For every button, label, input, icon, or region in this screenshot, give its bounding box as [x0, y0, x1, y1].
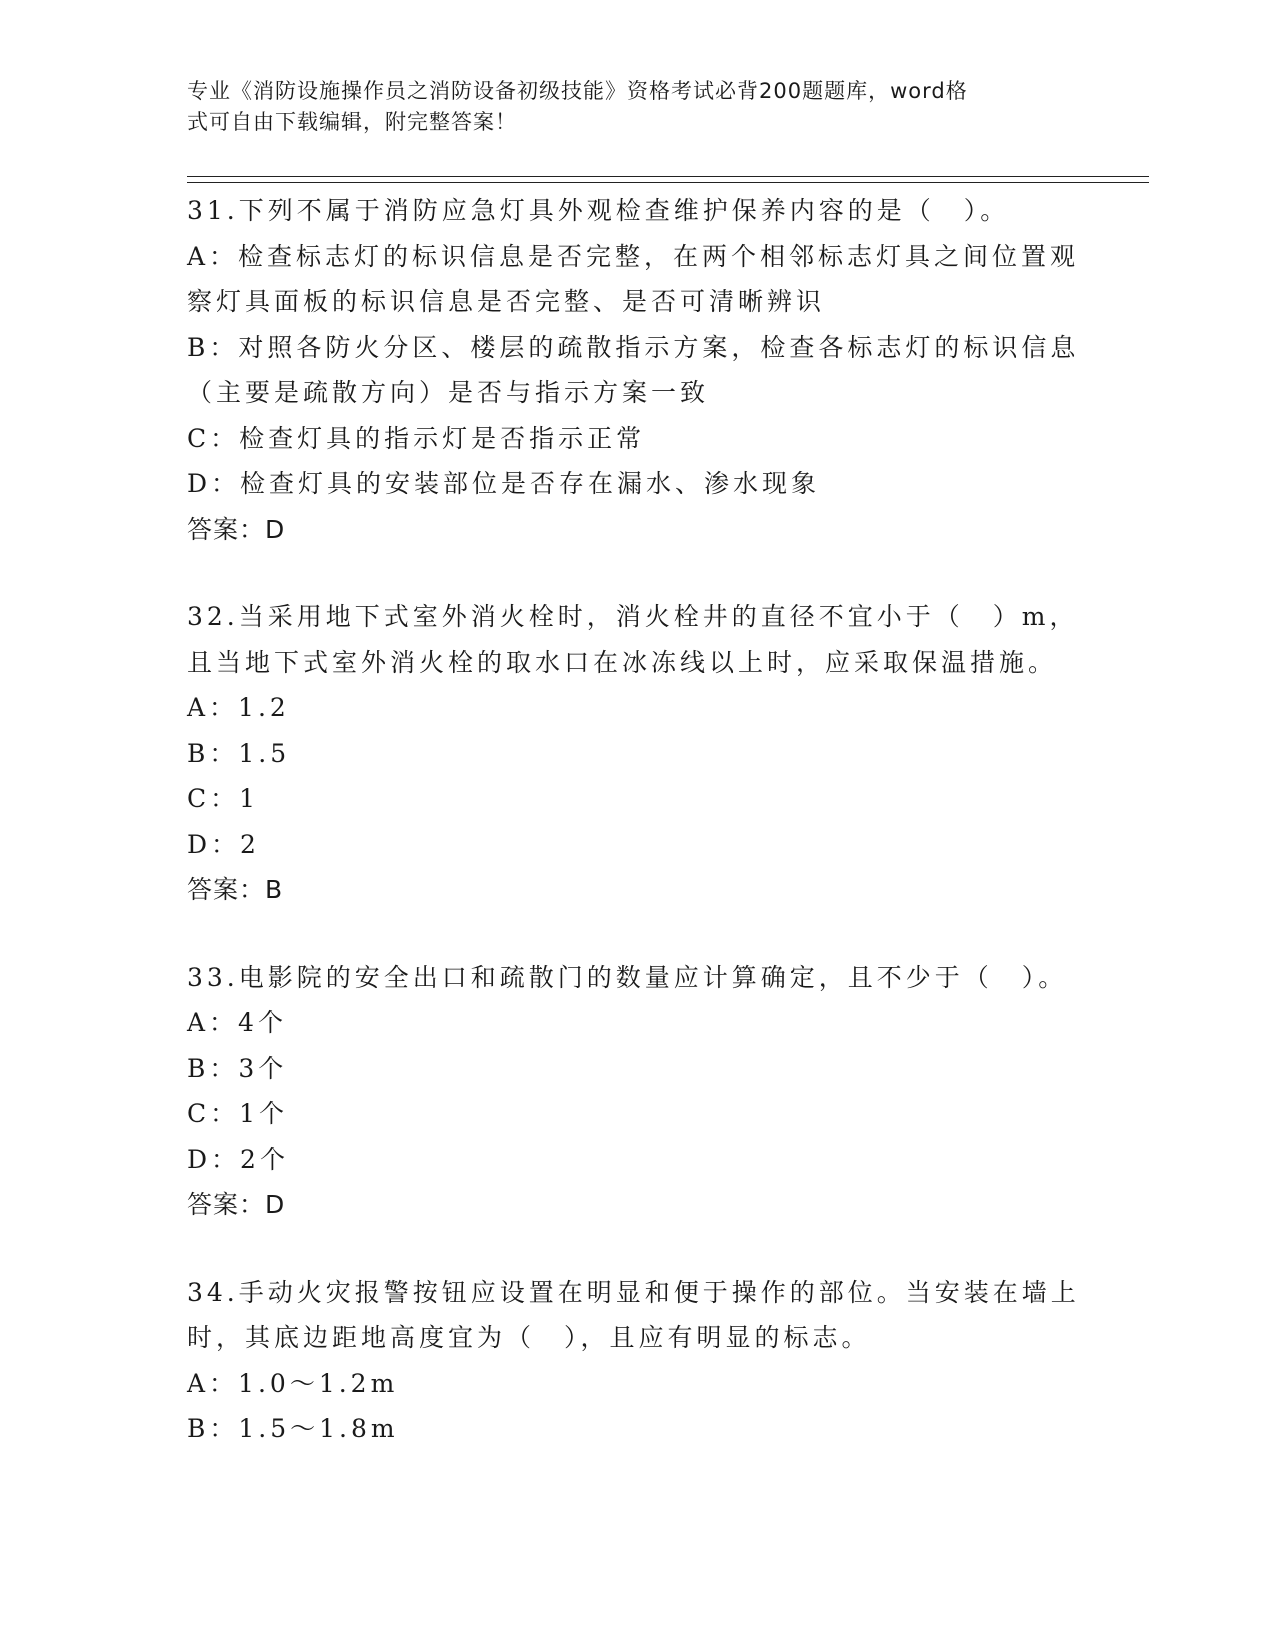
answer-label: 答案：D — [187, 514, 286, 544]
option-d: D：检查灯具的安装部位是否存在漏水、渗水现象 — [187, 469, 821, 498]
option-c: C：1 — [187, 784, 260, 813]
question-32 — [187, 594, 1087, 913]
header-line-1: 专业《消防设施操作员之消防设备初级技能》资格考试必背200题题库，word格 — [187, 79, 968, 103]
header-divider-bottom — [187, 182, 1149, 183]
option-b-continued: （主要是疏散方向）是否与指示方案一致 — [187, 378, 710, 407]
header-line-2: 式可自由下载编辑，附完整答案！ — [187, 110, 517, 134]
question-stem-continued: 且当地下式室外消火栓的取水口在冰冻线以上时，应采取保温措施。 — [187, 647, 1058, 677]
question-stem: 32.当采用地下式室外消火栓时，消火栓井的直径不宜小于（ ）m， — [187, 602, 1079, 631]
question-stem-continued: 时，其底边距地高度宜为（ ），且应有明显的标志。 — [187, 1323, 871, 1352]
option-a: A：1.0～1.2m — [187, 1368, 399, 1398]
header-divider-top — [187, 176, 1149, 177]
option-a: A：1.2 — [187, 693, 290, 722]
document-header — [187, 76, 1067, 138]
option-c: C：1个 — [187, 1099, 289, 1128]
option-a-continued: 察灯具面板的标识信息是否完整、是否可清晰辨识 — [187, 287, 826, 316]
option-b: B：3个 — [187, 1053, 288, 1083]
question-34 — [187, 1270, 1087, 1452]
option-c: C：检查灯具的指示灯是否指示正常 — [187, 423, 646, 453]
question-list — [187, 188, 1087, 1494]
question-33 — [187, 955, 1087, 1228]
option-a: A：检查标志灯的标识信息是否完整，在两个相邻标志灯具之间位置观 — [187, 241, 1080, 271]
option-d: D：2个 — [187, 1144, 289, 1174]
question-stem: 33.电影院的安全出口和疏散门的数量应计算确定，且不少于（ ）。 — [187, 962, 1068, 992]
option-b: B：对照各防火分区、楼层的疏散指示方案，检查各标志灯的标识信息 — [187, 332, 1080, 362]
option-d: D：2 — [187, 829, 260, 859]
option-b: B：1.5～1.8m — [187, 1414, 399, 1443]
question-31 — [187, 188, 1087, 552]
option-b: B：1.5 — [187, 738, 291, 768]
question-stem: 34.手动火灾报警按钮应设置在明显和便于操作的部位。当安装在墙上 — [187, 1277, 1080, 1307]
answer-label: 答案：D — [187, 1190, 286, 1219]
option-a: A：4个 — [187, 1008, 287, 1037]
question-stem: 31.下列不属于消防应急灯具外观检查维护保养内容的是（ ）。 — [187, 196, 1010, 225]
answer-label: 答案：B — [187, 875, 284, 904]
